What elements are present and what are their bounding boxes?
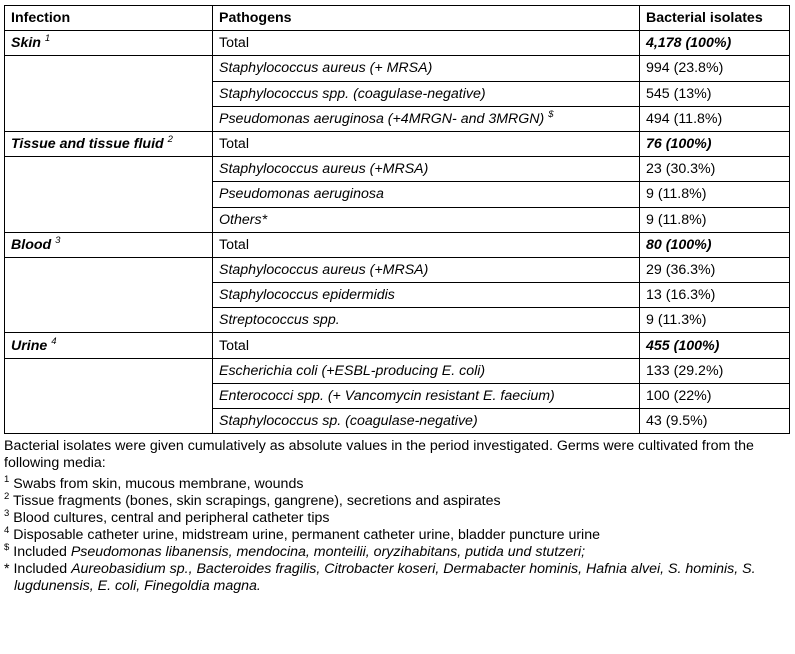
footnote-ref: 4	[51, 335, 57, 347]
footnote-ref: 3	[55, 234, 61, 246]
footnote-species: Aureobasidium sp., Bacteroides fragilis, Citrobacter koseri, Dermabacter hominis, Hafnia alvei, S. hominis, S. lugdunensis, E. coli, Finegoldia magna.	[14, 561, 756, 594]
notes-intro: Bacterial isolates were given cumulatively as absolute values in the period investigated. Germs were cultivated from the following media:	[4, 438, 754, 471]
group-total-row	[5, 232, 790, 257]
pathogen-name: Pseudomonas aeruginosa (+4MRGN- and 3MRGN)	[219, 110, 545, 127]
footnote	[4, 476, 789, 493]
pathogen-cell	[213, 106, 640, 131]
total-label: Total	[213, 333, 640, 358]
footnote-dollar	[4, 544, 789, 561]
footnote-star	[4, 561, 789, 595]
header-row	[5, 6, 790, 31]
pathogen-cell	[213, 383, 640, 408]
total-value: 80 (100%)	[640, 232, 790, 257]
pathogen-cell	[213, 308, 640, 333]
pathogen-name: Escherichia coli (+ESBL-producing E. coli)	[219, 362, 486, 379]
isolate-value: 9 (11.8%)	[640, 207, 790, 232]
footnote	[4, 527, 789, 544]
footnote-ref: $	[548, 108, 554, 120]
total-label: Total	[213, 232, 640, 257]
total-label: Total	[213, 31, 640, 56]
pathogen-name: Enterococci spp. (+ Vancomycin resistant E. faecium)	[219, 387, 555, 404]
isolate-value: 545 (13%)	[640, 81, 790, 106]
category-spacer	[5, 358, 213, 434]
group-total-row	[5, 131, 790, 156]
pathogen-cell	[213, 207, 640, 232]
pathogen-name: Staphylococcus aureus (+ MRSA)	[219, 60, 433, 77]
infection-category	[5, 31, 213, 56]
pathogen-cell	[213, 358, 640, 383]
footnote-prefix: Included	[13, 561, 68, 577]
table-row	[5, 257, 790, 282]
footnote-text: Swabs from skin, mucous membrane, wounds	[13, 476, 304, 492]
pathogen-name: Pseudomonas aeruginosa	[219, 186, 384, 203]
pathogen-name: Staphylococcus aureus (+MRSA)	[219, 161, 429, 178]
isolate-value: 494 (11.8%)	[640, 106, 790, 131]
category-spacer	[5, 157, 213, 233]
footnote-text: Tissue fragments (bones, skin scrapings, gangrene), secretions and aspirates	[12, 493, 501, 509]
footnote-mark: 4	[4, 525, 10, 536]
isolate-value: 133 (29.2%)	[640, 358, 790, 383]
pathogen-cell	[213, 409, 640, 434]
isolate-value: 100 (22%)	[640, 383, 790, 408]
isolate-value: 994 (23.8%)	[640, 56, 790, 81]
footnote-ref: 1	[44, 33, 51, 45]
isolate-value: 29 (36.3%)	[640, 257, 790, 282]
table-row	[5, 157, 790, 182]
footnote-text: Blood cultures, central and peripheral catheter tips	[13, 510, 330, 526]
group-total-row	[5, 333, 790, 358]
category-name: Urine	[11, 337, 48, 354]
footnote-text: Disposable catheter urine, midstream urine, permanent catheter urine, bladder puncture urine	[13, 527, 600, 543]
footnote-mark: 2	[4, 491, 10, 502]
total-label: Total	[213, 131, 640, 156]
pathogen-cell	[213, 283, 640, 308]
footnote-mark: 1	[4, 474, 10, 485]
isolate-value: 43 (9.5%)	[640, 409, 790, 434]
pathogen-name: Streptococcus spp.	[219, 312, 340, 329]
footnote-mark: *	[4, 561, 10, 577]
category-name: Tissue and tissue fluid	[11, 136, 164, 153]
pathogen-cell	[213, 81, 640, 106]
category-name: Skin	[11, 35, 41, 52]
category-spacer	[5, 257, 213, 333]
pathogen-name: Staphylococcus spp. (coagulase-negative)	[219, 85, 486, 102]
footnote-mark: 3	[4, 508, 10, 519]
infection-category	[5, 333, 213, 358]
footnote	[4, 493, 789, 510]
footnote-prefix: Included	[13, 544, 67, 560]
total-value: 4,178 (100%)	[640, 31, 790, 56]
category-spacer	[5, 56, 213, 132]
infection-category	[5, 232, 213, 257]
pathogen-name: Others*	[219, 211, 268, 228]
pathogen-name: Staphylococcus sp. (coagulase-negative)	[219, 413, 478, 430]
footnote-list	[4, 476, 789, 544]
footnote	[4, 510, 789, 527]
category-name: Blood	[11, 236, 52, 253]
header-pathogens: Pathogens	[213, 6, 640, 31]
group-total-row	[5, 31, 790, 56]
table-row	[5, 56, 790, 81]
isolate-value: 13 (16.3%)	[640, 283, 790, 308]
footnote-species: Pseudomonas libanensis, mendocina, monteilii, oryzihabitans, putida und stutzeri;	[70, 544, 586, 560]
isolate-value: 9 (11.8%)	[640, 182, 790, 207]
pathogen-cell	[213, 56, 640, 81]
pathogen-table	[4, 5, 790, 434]
pathogen-name: Staphylococcus aureus (+MRSA)	[219, 261, 429, 278]
footnote-mark: $	[4, 542, 10, 553]
pathogen-cell	[213, 182, 640, 207]
header-infection: Infection	[5, 6, 213, 31]
pathogen-name: Staphylococcus epidermidis	[219, 287, 395, 304]
table-row	[5, 358, 790, 383]
total-value: 455 (100%)	[640, 333, 790, 358]
isolate-value: 23 (30.3%)	[640, 157, 790, 182]
header-isolates: Bacterial isolates	[640, 6, 790, 31]
infection-category	[5, 131, 213, 156]
isolate-value: 9 (11.3%)	[640, 308, 790, 333]
total-value: 76 (100%)	[640, 131, 790, 156]
footnote-ref: 2	[167, 134, 173, 146]
pathogen-cell	[213, 257, 640, 282]
pathogen-cell	[213, 157, 640, 182]
table-notes	[4, 438, 789, 595]
